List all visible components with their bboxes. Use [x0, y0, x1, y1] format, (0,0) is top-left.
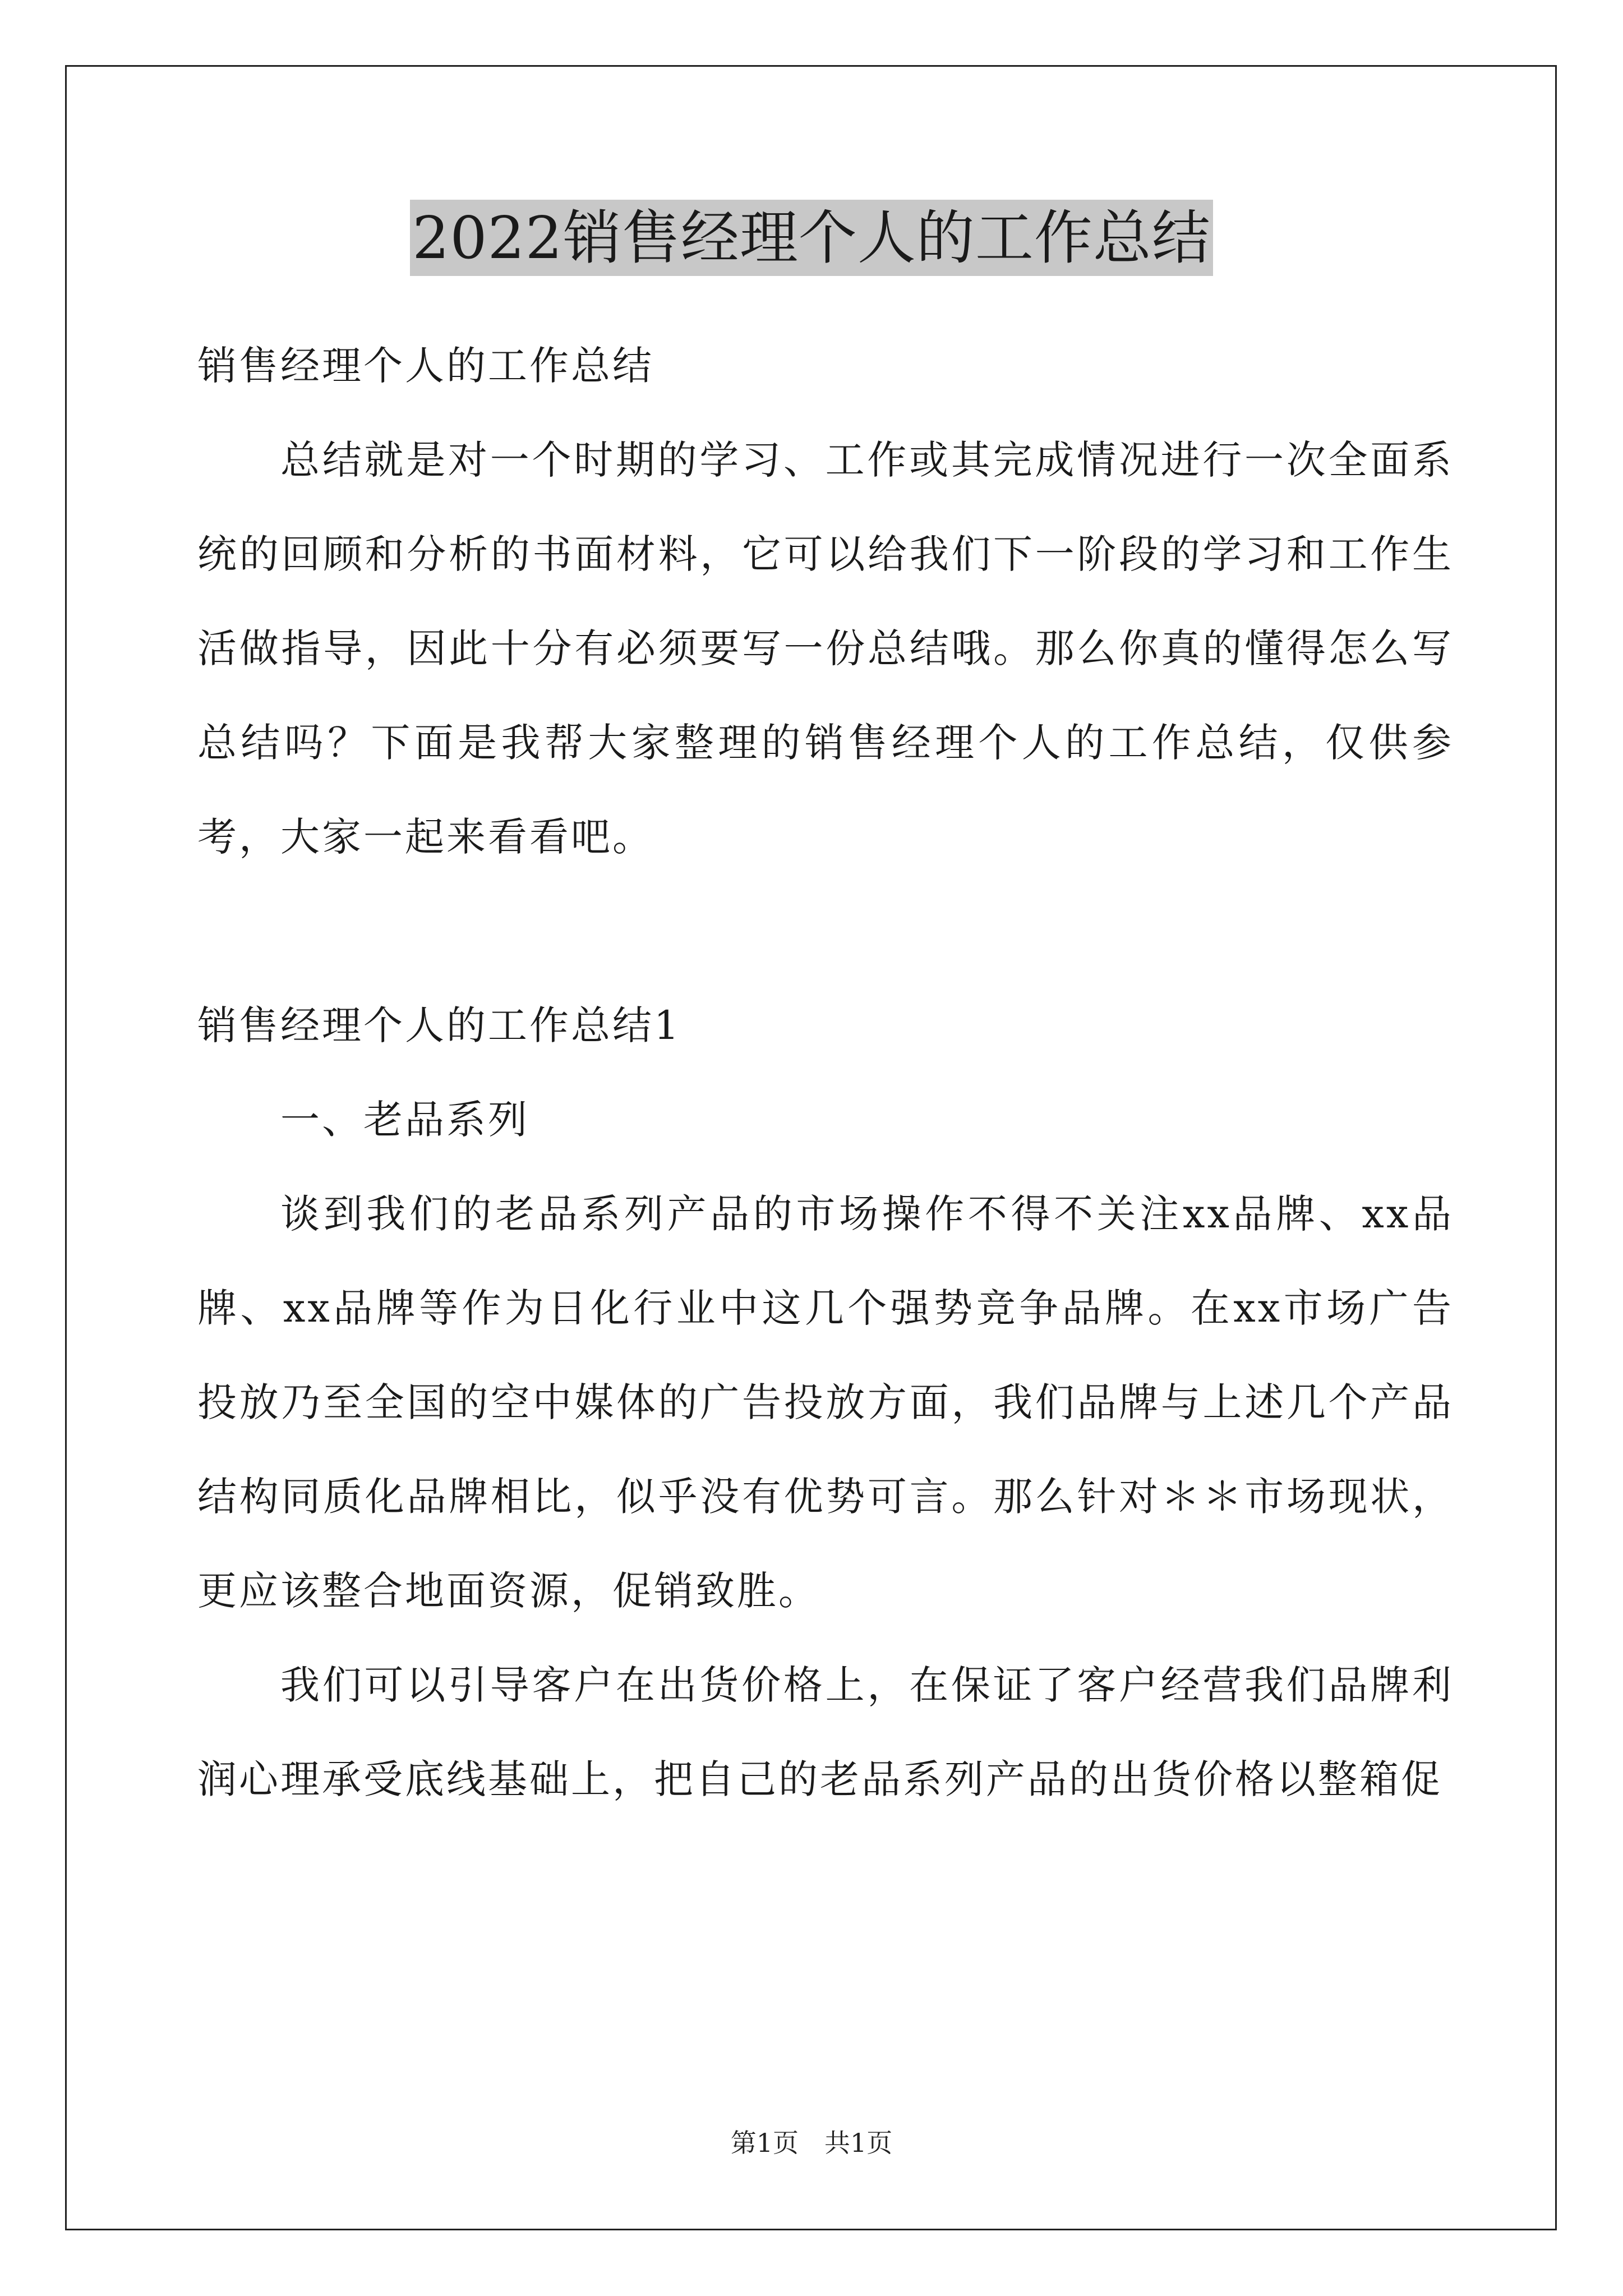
- subsection-heading: 一、老品系列: [280, 1097, 529, 1143]
- blank-line: [197, 884, 1454, 978]
- body-paragraph-2: 我们可以引导客户在出货价格上，在保证了客户经营我们品牌利润心理承受底线基础上，把自己的老品系列产品的出货价格以整箱促: [197, 1662, 1454, 1802]
- document-title: 2022销售经理个人的工作总结: [410, 200, 1213, 276]
- page-footer: 第1页 共1页: [730, 2128, 893, 2158]
- document-body: [197, 319, 1454, 1826]
- title-container: [0, 200, 1623, 276]
- body-paragraph-1: 谈到我们的老品系列产品的市场操作不得不关注xx品牌、xx品牌、xx品牌等作为日化行业中这几个强势竞争品牌。在xx市场广告投放乃至全国的空中媒体的广告投放方面，我们品牌与上述几个产品结构同质化品牌相比，似乎没有优势可言。那么针对＊＊市场现状，更应该整合地面资源，促销致胜。: [197, 1191, 1454, 1614]
- document-subtitle: 销售经理个人的工作总结: [197, 343, 654, 389]
- section-heading: 销售经理个人的工作总结1: [197, 1002, 681, 1048]
- intro-paragraph: 总结就是对一个时期的学习、工作或其完成情况进行一次全面系统的回顾和分析的书面材料，它可以给我们下一阶段的学习和工作生活做指导，因此十分有必须要写一份总结哦。那么你真的懂得怎么写总结吗？下面是我帮大家整理的销售经理个人的工作总结，仅供参考，大家一起来看看吧。: [197, 437, 1454, 860]
